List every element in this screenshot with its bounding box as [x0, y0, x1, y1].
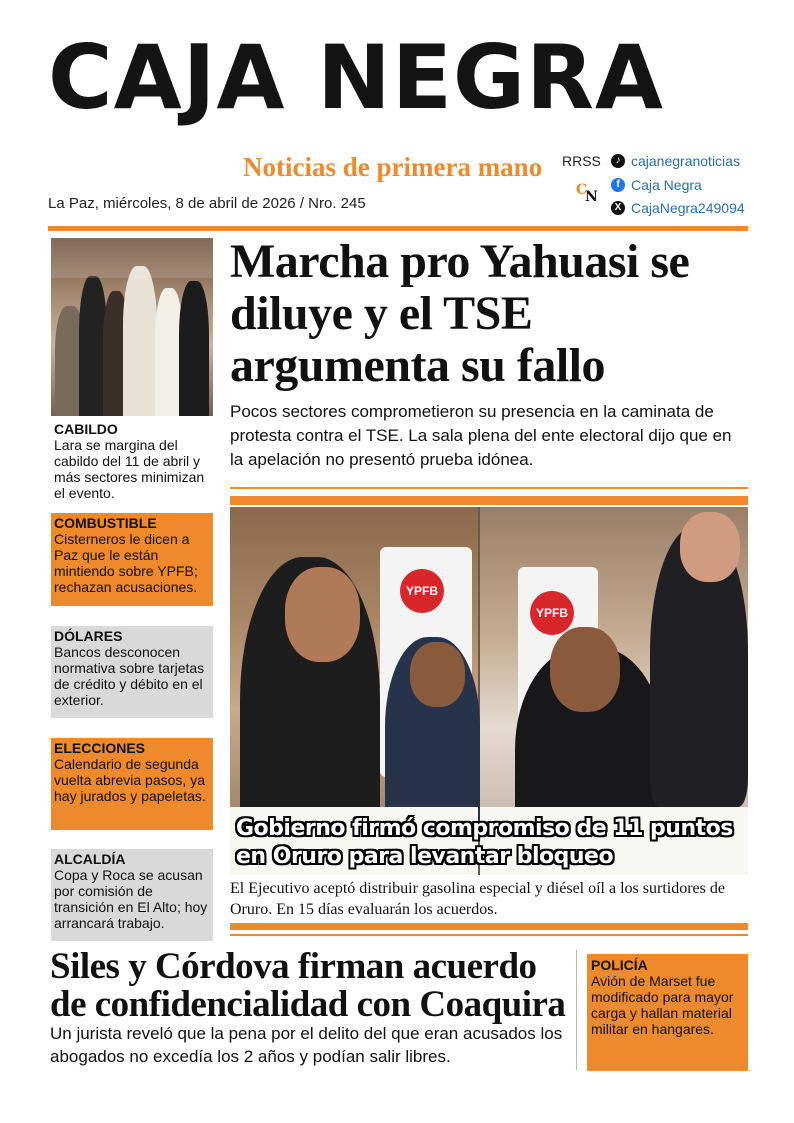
brief-elecciones	[51, 738, 213, 830]
brief-head: ALCALDÍA	[54, 851, 126, 867]
section-rule	[230, 923, 748, 930]
brief-body: Lara se margina del cabildo del 11 de abril y más sectores minimizan el evento.	[54, 437, 205, 501]
brief-body: Cisterneros le dicen a Paz que le están mintiendo sobre YPFB; rechazan acusaciones.	[54, 531, 198, 595]
brief-head: CABILDO	[54, 421, 118, 437]
photo-deck: El Ejecutivo aceptó distribuir gasolina especial y diésel oíl a los surtidores de Oruro. En 15 días evaluarán los acuerdos.	[230, 880, 725, 918]
brief-body: Avión de Marset fue modificado para mayor carga y hallan material militar en hangares.	[591, 973, 734, 1037]
section-rule	[230, 496, 748, 505]
brief-head: POLICÍA	[591, 957, 648, 973]
facebook-icon: f	[611, 178, 625, 192]
photo-caption-line: en Oruro para levantar bloqueo	[236, 844, 614, 869]
brief-cabildo	[51, 421, 213, 505]
brief-combustible	[51, 513, 213, 606]
brief-head: ELECCIONES	[54, 740, 146, 756]
social-link-x[interactable]	[611, 200, 745, 216]
masthead-rule	[48, 226, 748, 231]
brief-alcaldia	[51, 849, 213, 941]
newspaper-title: CAJA NEGRA	[48, 26, 665, 129]
rrss-label: RRSS	[562, 153, 601, 169]
section-rule	[230, 934, 748, 936]
column-divider	[576, 950, 577, 1070]
ypfb-logo-icon: YPFB	[400, 569, 444, 613]
brief-body: Bancos desconocen normativa sobre tarjetas de crédito y débito en el exterior.	[54, 644, 205, 708]
brief-policia	[587, 954, 748, 1071]
brief-dolares	[51, 626, 213, 718]
x-icon: X	[611, 201, 625, 215]
main-deck: Pocos sectores comprometieron su presencia en la caminata de protesta contra el TSE. La sala plena del ente electoral dijo que en la apelación no presentó prueba idónea.	[230, 402, 732, 469]
photo-caption	[236, 815, 748, 871]
social-handle: cajanegranoticias	[631, 153, 740, 169]
photo-caption-line: Gobierno firmó compromiso de 11 puntos	[236, 816, 733, 841]
brief-head: DÓLARES	[54, 628, 123, 644]
cn-logo-icon: C N	[576, 182, 598, 205]
cabildo-photo	[51, 238, 213, 416]
brief-head: COMBUSTIBLE	[54, 515, 157, 531]
brief-body: Calendario de segunda vuelta abrevia pasos, ya hay jurados y papeletas.	[54, 756, 206, 804]
ypfb-logo-icon: YPFB	[530, 591, 574, 635]
dateline: La Paz, miércoles, 8 de abril de 2026 / Nro. 245	[48, 195, 366, 212]
bottom-headline: Siles y Córdova firman acuerdo de confidencialidad con Coaquira	[50, 946, 566, 1025]
bottom-deck: Un jurista reveló que la pena por el delito del que eran acusados los abogados no excedía los 2 años y podían salir libres.	[50, 1024, 563, 1066]
tagline: Noticias de primera mano	[243, 152, 543, 182]
section-rule	[230, 487, 748, 489]
main-headline: Marcha pro Yahuasi se diluye y el TSE argumenta su fallo	[230, 235, 690, 392]
social-handle: CajaNegra249094	[631, 200, 745, 216]
social-link-tiktok[interactable]	[611, 153, 740, 169]
tiktok-icon: ♪	[611, 154, 625, 168]
social-handle: Caja Negra	[631, 177, 702, 193]
social-link-facebook[interactable]	[611, 177, 702, 193]
brief-body: Copa y Roca se acusan por comisión de transición en El Alto; hoy arrancará trabajo.	[54, 867, 208, 931]
